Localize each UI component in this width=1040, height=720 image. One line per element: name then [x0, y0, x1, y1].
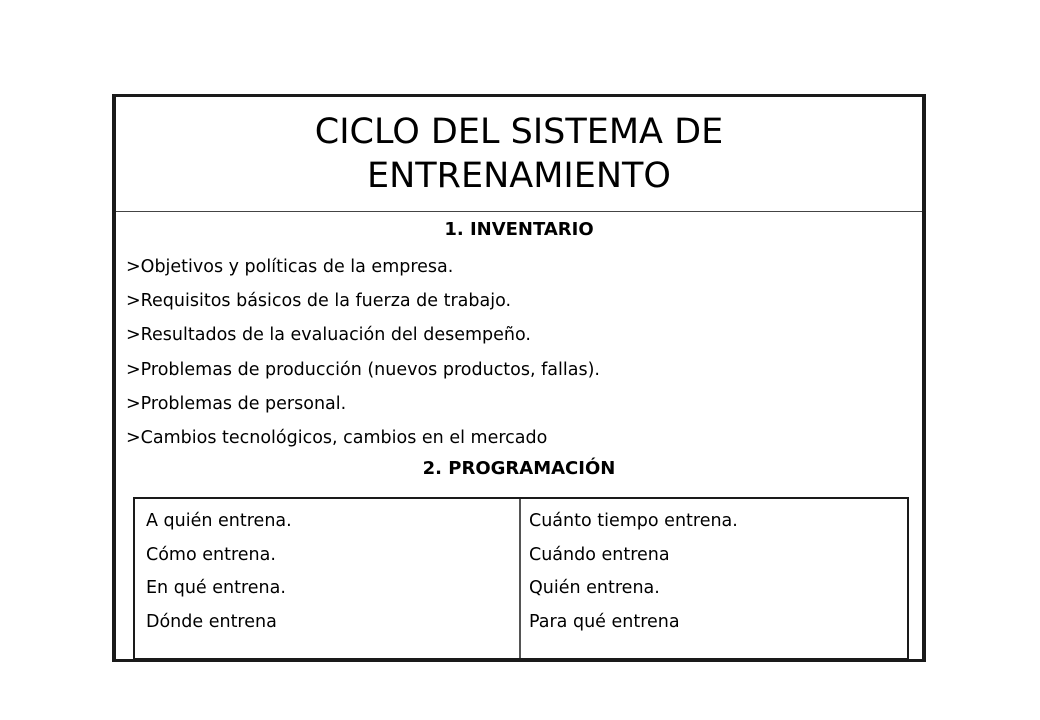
list-item: >Cambios tecnológicos, cambios en el mercado: [126, 427, 548, 448]
list-item: >Problemas de producción (nuevos productos, fallas).: [126, 359, 600, 380]
title-line-2: ENTRENAMIENTO: [367, 156, 671, 196]
table-cell-line: Dónde entrena: [146, 611, 277, 632]
list-item: >Requisitos básicos de la fuerza de trabajo.: [126, 291, 512, 312]
list-item: >Problemas de personal.: [126, 393, 347, 414]
section-heading-programacion: 2. PROGRAMACIÓN: [422, 458, 616, 479]
title-cell: [116, 97, 922, 212]
table-cell-line: Para qué entrena: [529, 611, 680, 632]
table-cell-line: Quién entrena.: [529, 578, 660, 598]
title-line-1: CICLO DEL SISTEMA DE: [314, 112, 724, 152]
programacion-left-column: [135, 499, 521, 658]
programacion-right-column: [521, 499, 907, 658]
table-cell-line: Cómo entrena.: [146, 544, 276, 565]
section-heading-inventario: 1. INVENTARIO: [444, 219, 594, 240]
table-cell-line: En qué entrena.: [146, 578, 286, 598]
programacion-table: [133, 497, 909, 660]
outer-table: [112, 94, 926, 662]
page-title: [315, 110, 723, 198]
table-cell-line: Cuándo entrena: [529, 544, 670, 565]
inventario-list: [126, 250, 600, 455]
list-item: >Resultados de la evaluación del desempeño.: [126, 325, 531, 346]
list-item: >Objetivos y políticas de la empresa.: [126, 257, 454, 277]
table-cell-line: Cuánto tiempo entrena.: [529, 511, 738, 531]
table-cell-line: A quién entrena.: [146, 511, 292, 531]
